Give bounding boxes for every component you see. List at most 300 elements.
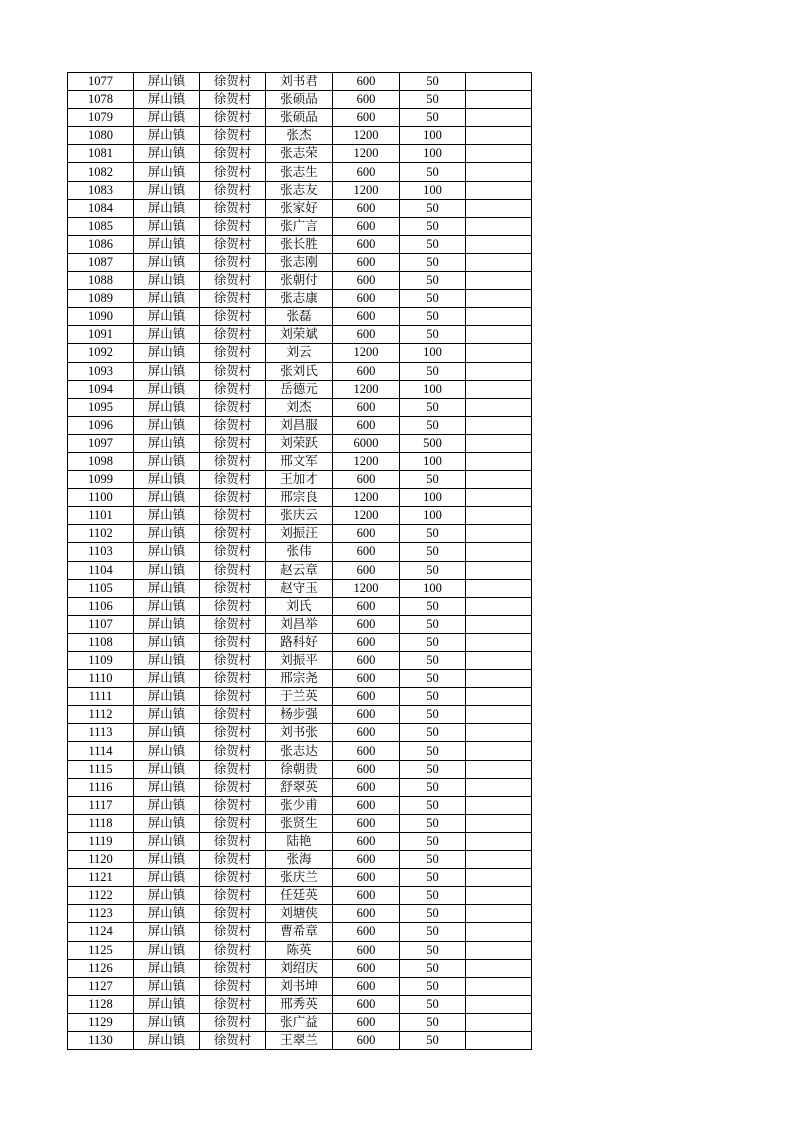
row-number-cell: 1122 [68, 887, 134, 905]
amount-cell: 1200 [333, 127, 400, 145]
name-cell: 张志达 [266, 742, 333, 760]
town-cell: 屏山镇 [134, 326, 200, 344]
table-row [68, 91, 532, 109]
row-number-cell: 1108 [68, 633, 134, 651]
town-cell: 屏山镇 [134, 543, 200, 561]
sub-amount-cell: 50 [400, 1013, 466, 1031]
name-cell: 张志荣 [266, 145, 333, 163]
name-cell: 张广益 [266, 1013, 333, 1031]
sub-amount-cell: 50 [400, 688, 466, 706]
name-cell: 任廷英 [266, 887, 333, 905]
village-cell: 徐贺村 [200, 597, 266, 615]
sub-amount-cell: 100 [400, 145, 466, 163]
sub-amount-cell: 50 [400, 290, 466, 308]
amount-cell: 600 [333, 163, 400, 181]
sub-amount-cell: 50 [400, 959, 466, 977]
sub-amount-cell: 50 [400, 253, 466, 271]
table-body [68, 73, 532, 1050]
amount-cell: 1200 [333, 507, 400, 525]
amount-cell: 600 [333, 869, 400, 887]
town-cell: 屏山镇 [134, 760, 200, 778]
name-cell: 王翠兰 [266, 1031, 333, 1049]
sub-amount-cell: 100 [400, 380, 466, 398]
sub-amount-cell: 50 [400, 742, 466, 760]
table-row [68, 778, 532, 796]
amount-cell: 600 [333, 308, 400, 326]
row-number-cell: 1084 [68, 199, 134, 217]
table-row [68, 977, 532, 995]
table-row [68, 272, 532, 290]
village-cell: 徐贺村 [200, 163, 266, 181]
amount-cell: 600 [333, 977, 400, 995]
amount-cell: 600 [333, 416, 400, 434]
amount-cell: 600 [333, 471, 400, 489]
town-cell: 屏山镇 [134, 127, 200, 145]
blank-cell [466, 1013, 532, 1031]
town-cell: 屏山镇 [134, 217, 200, 235]
row-number-cell: 1099 [68, 471, 134, 489]
table-row [68, 561, 532, 579]
town-cell: 屏山镇 [134, 145, 200, 163]
amount-cell: 600 [333, 706, 400, 724]
name-cell: 刘书君 [266, 73, 333, 91]
table-row [68, 398, 532, 416]
amount-cell: 1200 [333, 489, 400, 507]
table-row [68, 380, 532, 398]
blank-cell [466, 362, 532, 380]
blank-cell [466, 760, 532, 778]
village-cell: 徐贺村 [200, 290, 266, 308]
name-cell: 张庆云 [266, 507, 333, 525]
row-number-cell: 1110 [68, 670, 134, 688]
row-number-cell: 1097 [68, 434, 134, 452]
sub-amount-cell: 50 [400, 471, 466, 489]
blank-cell [466, 796, 532, 814]
blank-cell [466, 181, 532, 199]
village-cell: 徐贺村 [200, 995, 266, 1013]
name-cell: 张家好 [266, 199, 333, 217]
town-cell: 屏山镇 [134, 742, 200, 760]
name-cell: 邢宗良 [266, 489, 333, 507]
table-row [68, 543, 532, 561]
town-cell: 屏山镇 [134, 507, 200, 525]
village-cell: 徐贺村 [200, 272, 266, 290]
town-cell: 屏山镇 [134, 597, 200, 615]
town-cell: 屏山镇 [134, 434, 200, 452]
row-number-cell: 1089 [68, 290, 134, 308]
amount-cell: 600 [333, 597, 400, 615]
row-number-cell: 1105 [68, 579, 134, 597]
name-cell: 刘绍庆 [266, 959, 333, 977]
blank-cell [466, 597, 532, 615]
village-cell: 徐贺村 [200, 778, 266, 796]
table-row [68, 253, 532, 271]
town-cell: 屏山镇 [134, 796, 200, 814]
village-cell: 徐贺村 [200, 814, 266, 832]
row-number-cell: 1130 [68, 1031, 134, 1049]
sub-amount-cell: 50 [400, 217, 466, 235]
sub-amount-cell: 50 [400, 561, 466, 579]
amount-cell: 600 [333, 615, 400, 633]
sub-amount-cell: 50 [400, 109, 466, 127]
town-cell: 屏山镇 [134, 652, 200, 670]
sub-amount-cell: 50 [400, 977, 466, 995]
town-cell: 屏山镇 [134, 199, 200, 217]
table-row [68, 615, 532, 633]
name-cell: 张志康 [266, 290, 333, 308]
town-cell: 屏山镇 [134, 670, 200, 688]
blank-cell [466, 851, 532, 869]
table-row [68, 471, 532, 489]
blank-cell [466, 887, 532, 905]
blank-cell [466, 344, 532, 362]
name-cell: 曹希章 [266, 923, 333, 941]
village-cell: 徐贺村 [200, 869, 266, 887]
name-cell: 杨步强 [266, 706, 333, 724]
sub-amount-cell: 50 [400, 398, 466, 416]
blank-cell [466, 706, 532, 724]
village-cell: 徐贺村 [200, 398, 266, 416]
amount-cell: 600 [333, 851, 400, 869]
blank-cell [466, 670, 532, 688]
name-cell: 张志刚 [266, 253, 333, 271]
village-cell: 徐贺村 [200, 760, 266, 778]
sub-amount-cell: 50 [400, 416, 466, 434]
village-cell: 徐贺村 [200, 452, 266, 470]
village-cell: 徐贺村 [200, 253, 266, 271]
row-number-cell: 1124 [68, 923, 134, 941]
amount-cell: 600 [333, 235, 400, 253]
table-row [68, 145, 532, 163]
sub-amount-cell: 100 [400, 452, 466, 470]
row-number-cell: 1079 [68, 109, 134, 127]
town-cell: 屏山镇 [134, 290, 200, 308]
village-cell: 徐贺村 [200, 380, 266, 398]
table-row [68, 905, 532, 923]
blank-cell [466, 380, 532, 398]
amount-cell: 600 [333, 796, 400, 814]
village-cell: 徐贺村 [200, 344, 266, 362]
row-number-cell: 1087 [68, 253, 134, 271]
table-row [68, 670, 532, 688]
blank-cell [466, 290, 532, 308]
row-number-cell: 1092 [68, 344, 134, 362]
village-cell: 徐贺村 [200, 706, 266, 724]
town-cell: 屏山镇 [134, 380, 200, 398]
village-cell: 徐贺村 [200, 73, 266, 91]
name-cell: 张志友 [266, 181, 333, 199]
sub-amount-cell: 50 [400, 778, 466, 796]
blank-cell [466, 163, 532, 181]
row-number-cell: 1128 [68, 995, 134, 1013]
blank-cell [466, 615, 532, 633]
sub-amount-cell: 50 [400, 869, 466, 887]
sub-amount-cell: 50 [400, 272, 466, 290]
town-cell: 屏山镇 [134, 109, 200, 127]
blank-cell [466, 398, 532, 416]
amount-cell: 600 [333, 923, 400, 941]
amount-cell: 600 [333, 760, 400, 778]
row-number-cell: 1109 [68, 652, 134, 670]
table-row [68, 796, 532, 814]
village-cell: 徐贺村 [200, 109, 266, 127]
village-cell: 徐贺村 [200, 977, 266, 995]
sub-amount-cell: 50 [400, 362, 466, 380]
village-cell: 徐贺村 [200, 181, 266, 199]
village-cell: 徐贺村 [200, 235, 266, 253]
blank-cell [466, 416, 532, 434]
row-number-cell: 1118 [68, 814, 134, 832]
village-cell: 徐贺村 [200, 724, 266, 742]
sub-amount-cell: 50 [400, 543, 466, 561]
blank-cell [466, 1031, 532, 1049]
blank-cell [466, 724, 532, 742]
name-cell: 陈英 [266, 941, 333, 959]
sub-amount-cell: 50 [400, 1031, 466, 1049]
row-number-cell: 1098 [68, 452, 134, 470]
town-cell: 屏山镇 [134, 941, 200, 959]
village-cell: 徐贺村 [200, 489, 266, 507]
sub-amount-cell: 50 [400, 851, 466, 869]
sub-amount-cell: 50 [400, 995, 466, 1013]
amount-cell: 600 [333, 543, 400, 561]
row-number-cell: 1117 [68, 796, 134, 814]
row-number-cell: 1102 [68, 525, 134, 543]
town-cell: 屏山镇 [134, 706, 200, 724]
town-cell: 屏山镇 [134, 905, 200, 923]
row-number-cell: 1123 [68, 905, 134, 923]
table-row [68, 181, 532, 199]
blank-cell [466, 471, 532, 489]
table-row [68, 941, 532, 959]
amount-cell: 600 [333, 398, 400, 416]
row-number-cell: 1093 [68, 362, 134, 380]
amount-cell: 600 [333, 959, 400, 977]
blank-cell [466, 525, 532, 543]
village-cell: 徐贺村 [200, 525, 266, 543]
blank-cell [466, 579, 532, 597]
row-number-cell: 1100 [68, 489, 134, 507]
table-row [68, 887, 532, 905]
sub-amount-cell: 100 [400, 127, 466, 145]
sub-amount-cell: 50 [400, 326, 466, 344]
blank-cell [466, 434, 532, 452]
town-cell: 屏山镇 [134, 471, 200, 489]
name-cell: 刘昌服 [266, 416, 333, 434]
amount-cell: 600 [333, 326, 400, 344]
amount-cell: 600 [333, 652, 400, 670]
row-number-cell: 1121 [68, 869, 134, 887]
village-cell: 徐贺村 [200, 615, 266, 633]
table-row [68, 507, 532, 525]
town-cell: 屏山镇 [134, 724, 200, 742]
name-cell: 邢文军 [266, 452, 333, 470]
village-cell: 徐贺村 [200, 959, 266, 977]
town-cell: 屏山镇 [134, 851, 200, 869]
blank-cell [466, 543, 532, 561]
table-row [68, 652, 532, 670]
village-cell: 徐贺村 [200, 561, 266, 579]
blank-cell [466, 561, 532, 579]
row-number-cell: 1080 [68, 127, 134, 145]
blank-cell [466, 217, 532, 235]
table-row [68, 290, 532, 308]
town-cell: 屏山镇 [134, 633, 200, 651]
sub-amount-cell: 50 [400, 615, 466, 633]
table-row [68, 742, 532, 760]
sub-amount-cell: 500 [400, 434, 466, 452]
amount-cell: 600 [333, 525, 400, 543]
town-cell: 屏山镇 [134, 362, 200, 380]
amount-cell: 6000 [333, 434, 400, 452]
village-cell: 徐贺村 [200, 905, 266, 923]
name-cell: 徐朝贵 [266, 760, 333, 778]
row-number-cell: 1111 [68, 688, 134, 706]
table-row [68, 724, 532, 742]
row-number-cell: 1083 [68, 181, 134, 199]
blank-cell [466, 941, 532, 959]
table-row [68, 416, 532, 434]
blank-cell [466, 235, 532, 253]
row-number-cell: 1095 [68, 398, 134, 416]
sub-amount-cell: 50 [400, 73, 466, 91]
village-cell: 徐贺村 [200, 688, 266, 706]
amount-cell: 600 [333, 778, 400, 796]
amount-cell: 600 [333, 941, 400, 959]
blank-cell [466, 308, 532, 326]
sub-amount-cell: 50 [400, 923, 466, 941]
row-number-cell: 1120 [68, 851, 134, 869]
amount-cell: 600 [333, 905, 400, 923]
village-cell: 徐贺村 [200, 127, 266, 145]
sub-amount-cell: 50 [400, 597, 466, 615]
amount-cell: 600 [333, 362, 400, 380]
blank-cell [466, 778, 532, 796]
blank-cell [466, 652, 532, 670]
row-number-cell: 1115 [68, 760, 134, 778]
sub-amount-cell: 50 [400, 91, 466, 109]
blank-cell [466, 489, 532, 507]
table-row [68, 127, 532, 145]
table-row [68, 814, 532, 832]
amount-cell: 1200 [333, 181, 400, 199]
name-cell: 张朝付 [266, 272, 333, 290]
village-cell: 徐贺村 [200, 670, 266, 688]
name-cell: 刘杰 [266, 398, 333, 416]
town-cell: 屏山镇 [134, 814, 200, 832]
town-cell: 屏山镇 [134, 579, 200, 597]
table-row [68, 959, 532, 977]
town-cell: 屏山镇 [134, 344, 200, 362]
name-cell: 刘荣跃 [266, 434, 333, 452]
name-cell: 赵守玉 [266, 579, 333, 597]
village-cell: 徐贺村 [200, 199, 266, 217]
town-cell: 屏山镇 [134, 452, 200, 470]
village-cell: 徐贺村 [200, 326, 266, 344]
name-cell: 邢宗尧 [266, 670, 333, 688]
village-cell: 徐贺村 [200, 362, 266, 380]
amount-cell: 600 [333, 561, 400, 579]
name-cell: 张广言 [266, 217, 333, 235]
name-cell: 张少甫 [266, 796, 333, 814]
village-cell: 徐贺村 [200, 887, 266, 905]
name-cell: 张刘氏 [266, 362, 333, 380]
row-number-cell: 1086 [68, 235, 134, 253]
table-row [68, 1013, 532, 1031]
village-cell: 徐贺村 [200, 1013, 266, 1031]
town-cell: 屏山镇 [134, 869, 200, 887]
sub-amount-cell: 50 [400, 941, 466, 959]
town-cell: 屏山镇 [134, 398, 200, 416]
blank-cell [466, 633, 532, 651]
blank-cell [466, 688, 532, 706]
name-cell: 张贤生 [266, 814, 333, 832]
sub-amount-cell: 50 [400, 670, 466, 688]
amount-cell: 600 [333, 995, 400, 1013]
row-number-cell: 1119 [68, 832, 134, 850]
table-row [68, 688, 532, 706]
town-cell: 屏山镇 [134, 181, 200, 199]
blank-cell [466, 199, 532, 217]
blank-cell [466, 995, 532, 1013]
amount-cell: 600 [333, 1031, 400, 1049]
table-row [68, 163, 532, 181]
blank-cell [466, 869, 532, 887]
sub-amount-cell: 50 [400, 796, 466, 814]
sub-amount-cell: 50 [400, 308, 466, 326]
blank-cell [466, 507, 532, 525]
blank-cell [466, 959, 532, 977]
row-number-cell: 1081 [68, 145, 134, 163]
amount-cell: 600 [333, 290, 400, 308]
sub-amount-cell: 100 [400, 181, 466, 199]
name-cell: 于兰英 [266, 688, 333, 706]
amount-cell: 600 [333, 670, 400, 688]
town-cell: 屏山镇 [134, 416, 200, 434]
town-cell: 屏山镇 [134, 977, 200, 995]
town-cell: 屏山镇 [134, 1031, 200, 1049]
amount-cell: 600 [333, 887, 400, 905]
name-cell: 张硕品 [266, 91, 333, 109]
name-cell: 刘氏 [266, 597, 333, 615]
name-cell: 岳德元 [266, 380, 333, 398]
table-row [68, 851, 532, 869]
table-row [68, 597, 532, 615]
name-cell: 张海 [266, 851, 333, 869]
table-row [68, 434, 532, 452]
amount-cell: 600 [333, 1013, 400, 1031]
blank-cell [466, 109, 532, 127]
table-row [68, 995, 532, 1013]
town-cell: 屏山镇 [134, 561, 200, 579]
row-number-cell: 1129 [68, 1013, 134, 1031]
name-cell: 张硕品 [266, 109, 333, 127]
table-row [68, 326, 532, 344]
village-cell: 徐贺村 [200, 471, 266, 489]
table-row [68, 362, 532, 380]
row-number-cell: 1125 [68, 941, 134, 959]
amount-cell: 600 [333, 742, 400, 760]
amount-cell: 600 [333, 91, 400, 109]
table-row [68, 706, 532, 724]
village-cell: 徐贺村 [200, 507, 266, 525]
town-cell: 屏山镇 [134, 688, 200, 706]
town-cell: 屏山镇 [134, 525, 200, 543]
town-cell: 屏山镇 [134, 73, 200, 91]
row-number-cell: 1126 [68, 959, 134, 977]
amount-cell: 600 [333, 109, 400, 127]
row-number-cell: 1101 [68, 507, 134, 525]
